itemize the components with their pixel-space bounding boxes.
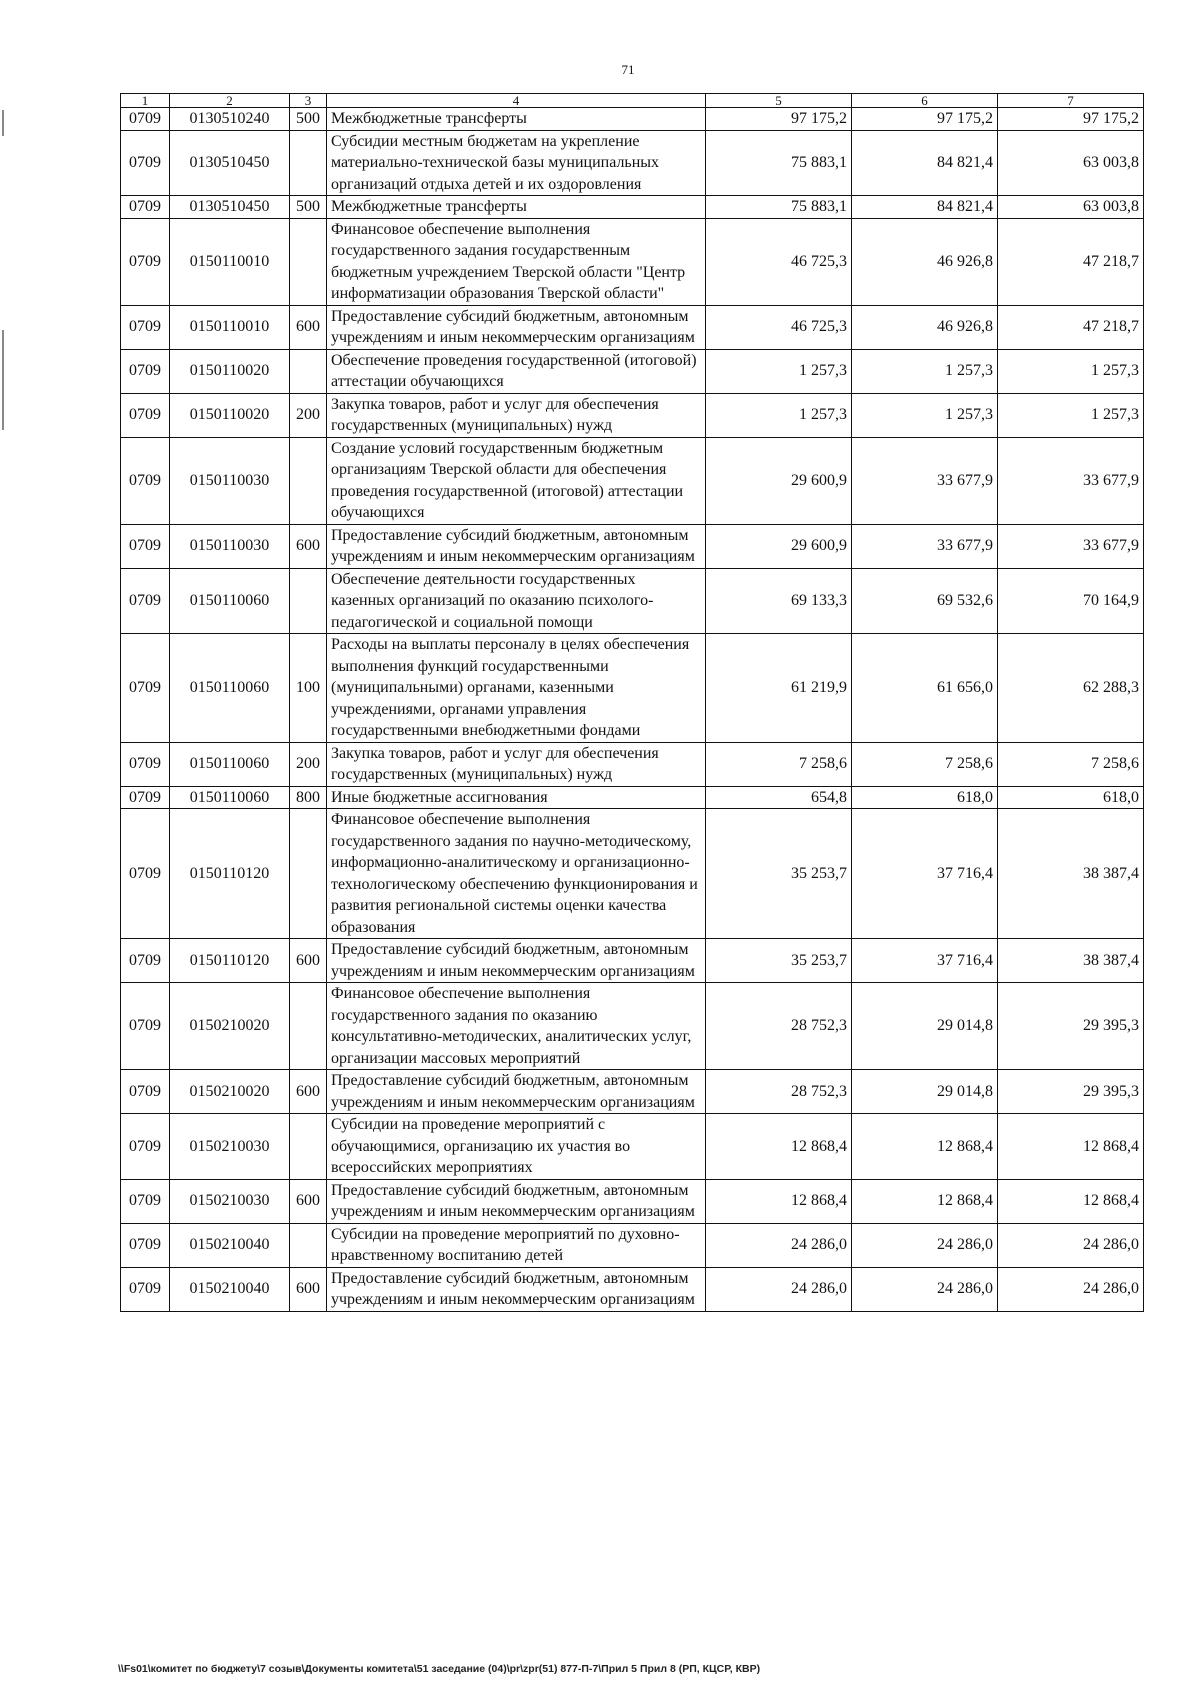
amount-col7-cell: 33 677,9: [998, 437, 1144, 524]
target-article-code-cell: 0150110120: [170, 809, 290, 939]
table-row: [121, 983, 1144, 1070]
target-article-code-cell: 0150110060: [170, 742, 290, 786]
target-article-code-cell: 0150110060: [170, 786, 290, 809]
item-name-cell: Финансовое обеспечение выполнения государственного задания по оказанию консультативно-методических, аналитических услуг, организации массовых мероприятий: [327, 983, 706, 1070]
expense-type-code-cell: 600: [290, 1267, 327, 1311]
amount-col5-cell: 12 868,4: [706, 1179, 852, 1223]
amount-col6-cell: 29 014,8: [852, 983, 998, 1070]
item-name-cell: Закупка товаров, работ и услуг для обеспечения государственных (муниципальных) нужд: [327, 393, 706, 437]
section-code-cell: 0709: [121, 524, 170, 568]
target-article-code-cell: 0150110060: [170, 568, 290, 634]
expense-type-code-cell: 100: [290, 634, 327, 743]
section-code-cell: 0709: [121, 218, 170, 305]
amount-col7-cell: 38 387,4: [998, 939, 1144, 983]
amount-col7-cell: 12 868,4: [998, 1114, 1144, 1180]
table-row: [121, 437, 1144, 524]
table-row: [121, 349, 1144, 393]
column-header: 7: [998, 94, 1144, 108]
amount-col5-cell: 29 600,9: [706, 437, 852, 524]
amount-col6-cell: 12 868,4: [852, 1179, 998, 1223]
item-name-cell: Предоставление субсидий бюджетным, автономным учреждениям и иным некоммерческим организациям: [327, 1070, 706, 1114]
item-name-cell: Предоставление субсидий бюджетным, автономным учреждениям и иным некоммерческим организациям: [327, 1179, 706, 1223]
table-row: [121, 393, 1144, 437]
amount-col7-cell: 1 257,3: [998, 349, 1144, 393]
item-name-cell: Финансовое обеспечение выполнения государственного задания государственным бюджетным учреждением Тверской области "Центр информатизации образования Тверской области": [327, 218, 706, 305]
section-code-cell: 0709: [121, 305, 170, 349]
amount-col5-cell: 28 752,3: [706, 983, 852, 1070]
section-code-cell: 0709: [121, 786, 170, 809]
amount-col5-cell: 1 257,3: [706, 393, 852, 437]
amount-col7-cell: 97 175,2: [998, 108, 1144, 131]
amount-col7-cell: 62 288,3: [998, 634, 1144, 743]
section-code-cell: 0709: [121, 983, 170, 1070]
amount-col6-cell: 618,0: [852, 786, 998, 809]
expense-type-code-cell: 200: [290, 393, 327, 437]
target-article-code-cell: 0130510450: [170, 196, 290, 219]
table-row: [121, 1267, 1144, 1311]
table-row: [121, 568, 1144, 634]
item-name-cell: Предоставление субсидий бюджетным, автономным учреждениям и иным некоммерческим организациям: [327, 939, 706, 983]
amount-col5-cell: 35 253,7: [706, 939, 852, 983]
item-name-cell: Межбюджетные трансферты: [327, 196, 706, 219]
amount-col7-cell: 618,0: [998, 786, 1144, 809]
table-row: [121, 1114, 1144, 1180]
table-row: [121, 130, 1144, 196]
amount-col7-cell: 33 677,9: [998, 524, 1144, 568]
amount-col7-cell: 47 218,7: [998, 305, 1144, 349]
section-code-cell: 0709: [121, 742, 170, 786]
amount-col5-cell: 29 600,9: [706, 524, 852, 568]
amount-col5-cell: 61 219,9: [706, 634, 852, 743]
target-article-code-cell: 0150110060: [170, 634, 290, 743]
target-article-code-cell: 0150110020: [170, 393, 290, 437]
amount-col6-cell: 84 821,4: [852, 130, 998, 196]
target-article-code-cell: 0150110030: [170, 437, 290, 524]
column-header: 4: [327, 94, 706, 108]
amount-col7-cell: 63 003,8: [998, 130, 1144, 196]
section-code-cell: 0709: [121, 939, 170, 983]
section-code-cell: 0709: [121, 130, 170, 196]
table-row: [121, 809, 1144, 939]
amount-col7-cell: 12 868,4: [998, 1179, 1144, 1223]
table-row: [121, 634, 1144, 743]
target-article-code-cell: 0150210030: [170, 1179, 290, 1223]
file-path-footer: \\Fs01\комитет по бюджету\7 созыв\Документы комитета\51 заседание (04)\pr\zpr(51) 877-П-7\Прил 5 Прил 8 (РП, КЦСР, КВР): [118, 1663, 761, 1675]
target-article-code-cell: 0130510240: [170, 108, 290, 131]
table-body: [121, 94, 1144, 1312]
expense-type-code-cell: 800: [290, 786, 327, 809]
section-code-cell: 0709: [121, 108, 170, 131]
expense-type-code-cell: 500: [290, 108, 327, 131]
scan-edge-mark: [2, 110, 4, 136]
amount-col5-cell: 75 883,1: [706, 130, 852, 196]
section-code-cell: 0709: [121, 1114, 170, 1180]
table-row: [121, 1070, 1144, 1114]
column-header: 6: [852, 94, 998, 108]
item-name-cell: Иные бюджетные ассигнования: [327, 786, 706, 809]
amount-col6-cell: 37 716,4: [852, 809, 998, 939]
expense-type-code-cell: [290, 218, 327, 305]
target-article-code-cell: 0150210020: [170, 983, 290, 1070]
amount-col7-cell: 24 286,0: [998, 1223, 1144, 1267]
item-name-cell: Обеспечение проведения государственной (итоговой) аттестации обучающихся: [327, 349, 706, 393]
table-row: [121, 524, 1144, 568]
expense-type-code-cell: [290, 983, 327, 1070]
item-name-cell: Финансовое обеспечение выполнения государственного задания по научно-методическому, информационно-аналитическому и организационно-технологическому обеспечению функционирования и развития региональной системы оценки качества образования: [327, 809, 706, 939]
amount-col6-cell: 33 677,9: [852, 524, 998, 568]
amount-col6-cell: 33 677,9: [852, 437, 998, 524]
item-name-cell: Расходы на выплаты персоналу в целях обеспечения выполнения функций государственными (муниципальными) органами, казенными учреждениями, органами управления государственными внебюджетными фондами: [327, 634, 706, 743]
expense-type-code-cell: 600: [290, 1070, 327, 1114]
amount-col6-cell: 46 926,8: [852, 305, 998, 349]
expense-type-code-cell: 600: [290, 305, 327, 349]
amount-col7-cell: 7 258,6: [998, 742, 1144, 786]
item-name-cell: Создание условий государственным бюджетным организациям Тверской области для обеспечения проведения государственной (итоговой) аттестации обучающихся: [327, 437, 706, 524]
expense-type-code-cell: 600: [290, 524, 327, 568]
expense-type-code-cell: 600: [290, 1179, 327, 1223]
item-name-cell: Предоставление субсидий бюджетным, автономным учреждениям и иным некоммерческим организациям: [327, 1267, 706, 1311]
expense-type-code-cell: [290, 809, 327, 939]
column-number-row: [121, 94, 1144, 108]
target-article-code-cell: 0150110020: [170, 349, 290, 393]
item-name-cell: Закупка товаров, работ и услуг для обеспечения государственных (муниципальных) нужд: [327, 742, 706, 786]
expense-type-code-cell: [290, 437, 327, 524]
item-name-cell: Предоставление субсидий бюджетным, автономным учреждениям и иным некоммерческим организациям: [327, 305, 706, 349]
amount-col5-cell: 46 725,3: [706, 218, 852, 305]
section-code-cell: 0709: [121, 809, 170, 939]
amount-col6-cell: 97 175,2: [852, 108, 998, 131]
amount-col5-cell: 7 258,6: [706, 742, 852, 786]
amount-col5-cell: 75 883,1: [706, 196, 852, 219]
target-article-code-cell: 0150110010: [170, 305, 290, 349]
amount-col6-cell: 61 656,0: [852, 634, 998, 743]
section-code-cell: 0709: [121, 349, 170, 393]
target-article-code-cell: 0150210040: [170, 1267, 290, 1311]
expense-type-code-cell: 200: [290, 742, 327, 786]
amount-col7-cell: 29 395,3: [998, 983, 1144, 1070]
amount-col6-cell: 84 821,4: [852, 196, 998, 219]
amount-col5-cell: 1 257,3: [706, 349, 852, 393]
page-number: 71: [621, 62, 635, 77]
amount-col6-cell: 1 257,3: [852, 393, 998, 437]
table-row: [121, 1179, 1144, 1223]
target-article-code-cell: 0150110120: [170, 939, 290, 983]
target-article-code-cell: 0150110010: [170, 218, 290, 305]
amount-col5-cell: 35 253,7: [706, 809, 852, 939]
amount-col6-cell: 24 286,0: [852, 1223, 998, 1267]
section-code-cell: 0709: [121, 634, 170, 743]
section-code-cell: 0709: [121, 1070, 170, 1114]
target-article-code-cell: 0150110030: [170, 524, 290, 568]
amount-col6-cell: 29 014,8: [852, 1070, 998, 1114]
amount-col5-cell: 46 725,3: [706, 305, 852, 349]
amount-col6-cell: 46 926,8: [852, 218, 998, 305]
section-code-cell: 0709: [121, 1179, 170, 1223]
table-row: [121, 742, 1144, 786]
expense-type-code-cell: [290, 568, 327, 634]
amount-col7-cell: 47 218,7: [998, 218, 1144, 305]
expense-type-code-cell: 600: [290, 939, 327, 983]
expense-type-code-cell: [290, 130, 327, 196]
section-code-cell: 0709: [121, 1267, 170, 1311]
section-code-cell: 0709: [121, 1223, 170, 1267]
column-header: 5: [706, 94, 852, 108]
expense-type-code-cell: [290, 349, 327, 393]
column-header: 2: [170, 94, 290, 108]
budget-table: [120, 93, 1144, 1312]
table-row: [121, 305, 1144, 349]
item-name-cell: Субсидии местным бюджетам на укрепление материально-технической базы муниципальных организаций отдыха детей и их оздоровления: [327, 130, 706, 196]
section-code-cell: 0709: [121, 393, 170, 437]
amount-col5-cell: 654,8: [706, 786, 852, 809]
amount-col6-cell: 12 868,4: [852, 1114, 998, 1180]
amount-col6-cell: 1 257,3: [852, 349, 998, 393]
table-row: [121, 939, 1144, 983]
table-row: [121, 786, 1144, 809]
expense-type-code-cell: [290, 1223, 327, 1267]
item-name-cell: Обеспечение деятельности государственных казенных организаций по оказанию психолого-педагогической и социальной помощи: [327, 568, 706, 634]
amount-col7-cell: 38 387,4: [998, 809, 1144, 939]
target-article-code-cell: 0130510450: [170, 130, 290, 196]
section-code-cell: 0709: [121, 568, 170, 634]
table-row: [121, 196, 1144, 219]
amount-col7-cell: 1 257,3: [998, 393, 1144, 437]
amount-col5-cell: 28 752,3: [706, 1070, 852, 1114]
target-article-code-cell: 0150210020: [170, 1070, 290, 1114]
amount-col7-cell: 29 395,3: [998, 1070, 1144, 1114]
amount-col5-cell: 97 175,2: [706, 108, 852, 131]
amount-col5-cell: 24 286,0: [706, 1267, 852, 1311]
item-name-cell: Межбюджетные трансферты: [327, 108, 706, 131]
amount-col5-cell: 69 133,3: [706, 568, 852, 634]
column-header: 1: [121, 94, 170, 108]
target-article-code-cell: 0150210030: [170, 1114, 290, 1180]
table-row: [121, 1223, 1144, 1267]
section-code-cell: 0709: [121, 437, 170, 524]
item-name-cell: Предоставление субсидий бюджетным, автономным учреждениям и иным некоммерческим организациям: [327, 524, 706, 568]
expense-type-code-cell: 500: [290, 196, 327, 219]
column-header: 3: [290, 94, 327, 108]
target-article-code-cell: 0150210040: [170, 1223, 290, 1267]
amount-col7-cell: 63 003,8: [998, 196, 1144, 219]
amount-col6-cell: 69 532,6: [852, 568, 998, 634]
amount-col6-cell: 37 716,4: [852, 939, 998, 983]
section-code-cell: 0709: [121, 196, 170, 219]
amount-col5-cell: 12 868,4: [706, 1114, 852, 1180]
expense-type-code-cell: [290, 1114, 327, 1180]
table-row: [121, 218, 1144, 305]
item-name-cell: Субсидии на проведение мероприятий с обучающимися, организацию их участия во всероссийских мероприятиях: [327, 1114, 706, 1180]
table-row: [121, 108, 1144, 131]
scan-edge-mark: [2, 330, 4, 430]
amount-col7-cell: 24 286,0: [998, 1267, 1144, 1311]
amount-col5-cell: 24 286,0: [706, 1223, 852, 1267]
amount-col6-cell: 24 286,0: [852, 1267, 998, 1311]
amount-col6-cell: 7 258,6: [852, 742, 998, 786]
amount-col7-cell: 70 164,9: [998, 568, 1144, 634]
item-name-cell: Субсидии на проведение мероприятий по духовно-нравственному воспитанию детей: [327, 1223, 706, 1267]
